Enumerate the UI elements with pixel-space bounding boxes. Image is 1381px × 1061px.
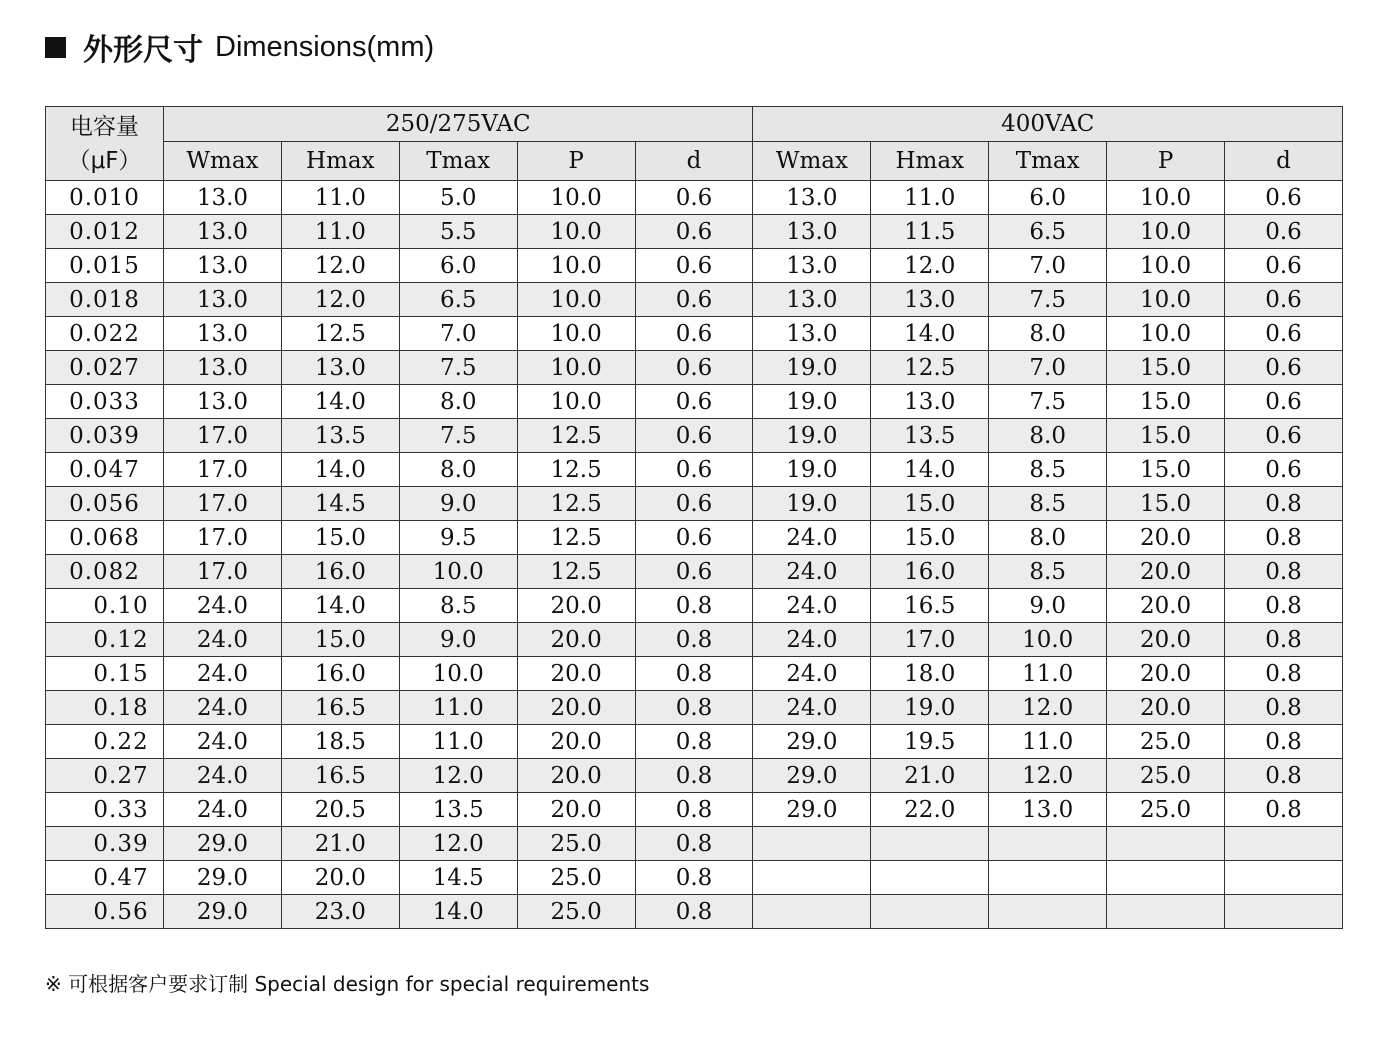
- table-row: [46, 283, 1343, 317]
- table-cell: 20.0: [1107, 589, 1225, 623]
- table-row: [46, 249, 1343, 283]
- table-cell: 19.0: [753, 351, 871, 385]
- capacitance-cell: 0.12: [46, 623, 164, 657]
- table-cell: 0.8: [635, 657, 753, 691]
- table-cell: 10.0: [1107, 181, 1225, 215]
- table-cell: [989, 895, 1107, 929]
- col-p-250: P: [517, 142, 635, 181]
- table-cell: 12.0: [989, 759, 1107, 793]
- table-cell: 13.0: [164, 249, 282, 283]
- table-row: [46, 317, 1343, 351]
- table-cell: 12.5: [517, 419, 635, 453]
- table-cell: 22.0: [871, 793, 989, 827]
- table-cell: 0.6: [635, 419, 753, 453]
- table-cell: 13.0: [871, 385, 989, 419]
- table-cell: 16.5: [281, 759, 399, 793]
- table-cell: 11.0: [399, 725, 517, 759]
- capacitance-label: 电容量: [70, 113, 139, 140]
- table-cell: 0.6: [1225, 419, 1343, 453]
- table-row: [46, 861, 1343, 895]
- table-cell: 18.0: [871, 657, 989, 691]
- table-cell: 0.6: [1225, 385, 1343, 419]
- table-cell: 8.0: [989, 419, 1107, 453]
- table-cell: 0.8: [1225, 793, 1343, 827]
- table-row: [46, 759, 1343, 793]
- table-cell: 20.0: [1107, 657, 1225, 691]
- table-cell: 13.0: [989, 793, 1107, 827]
- table-cell: 29.0: [164, 861, 282, 895]
- table-cell: 19.0: [753, 487, 871, 521]
- table-cell: 10.0: [517, 385, 635, 419]
- table-cell: 24.0: [164, 657, 282, 691]
- table-cell: 20.0: [1107, 623, 1225, 657]
- table-cell: 0.6: [635, 385, 753, 419]
- table-cell: 29.0: [164, 895, 282, 929]
- table-cell: 19.0: [871, 691, 989, 725]
- table-cell: 10.0: [1107, 317, 1225, 351]
- table-body: [46, 181, 1343, 929]
- table-row: [46, 521, 1343, 555]
- table-cell: 14.0: [871, 453, 989, 487]
- table-cell: 15.0: [281, 623, 399, 657]
- table-cell: 15.0: [1107, 385, 1225, 419]
- table-cell: 5.5: [399, 215, 517, 249]
- table-cell: 24.0: [164, 725, 282, 759]
- table-cell: 13.0: [164, 181, 282, 215]
- table-cell: 0.8: [635, 793, 753, 827]
- table-cell: 21.0: [281, 827, 399, 861]
- col-d-400: d: [1225, 142, 1343, 181]
- table-row: [46, 215, 1343, 249]
- table-row: [46, 793, 1343, 827]
- capacitance-header: [46, 107, 164, 181]
- capacitance-cell: 0.010: [46, 181, 164, 215]
- table-cell: 20.0: [281, 861, 399, 895]
- table-cell: 10.0: [399, 555, 517, 589]
- table-cell: 14.5: [399, 861, 517, 895]
- capacitance-cell: 0.082: [46, 555, 164, 589]
- table-cell: 0.8: [635, 827, 753, 861]
- table-row: [46, 725, 1343, 759]
- table-cell: 0.8: [635, 589, 753, 623]
- table-cell: 0.8: [1225, 691, 1343, 725]
- table-cell: 6.0: [399, 249, 517, 283]
- table-cell: 24.0: [164, 691, 282, 725]
- table-cell: 8.0: [399, 385, 517, 419]
- capacitance-cell: 0.056: [46, 487, 164, 521]
- table-cell: 15.0: [1107, 351, 1225, 385]
- capacitance-cell: 0.047: [46, 453, 164, 487]
- capacitance-cell: 0.47: [46, 861, 164, 895]
- table-cell: 10.0: [399, 657, 517, 691]
- table-cell: 16.0: [281, 555, 399, 589]
- title-english: Dimensions(mm): [215, 30, 435, 63]
- capacitance-cell: 0.22: [46, 725, 164, 759]
- table-cell: 25.0: [1107, 759, 1225, 793]
- table-cell: 15.0: [871, 487, 989, 521]
- table-cell: 13.0: [753, 317, 871, 351]
- table-cell: 0.6: [635, 487, 753, 521]
- table-cell: 7.5: [989, 385, 1107, 419]
- table-row: [46, 691, 1343, 725]
- table-cell: 0.8: [1225, 623, 1343, 657]
- group-header-400vac: 400VAC: [753, 107, 1343, 142]
- table-cell: 0.6: [1225, 283, 1343, 317]
- table-cell: 15.0: [1107, 487, 1225, 521]
- capacitance-cell: 0.15: [46, 657, 164, 691]
- col-tmax-250: Tmax: [399, 142, 517, 181]
- table-cell: 0.8: [1225, 589, 1343, 623]
- table-cell: 20.0: [517, 589, 635, 623]
- table-cell: 8.0: [989, 521, 1107, 555]
- table-row: [46, 351, 1343, 385]
- square-bullet-icon: [45, 37, 66, 58]
- table-cell: 21.0: [871, 759, 989, 793]
- table-cell: 13.0: [753, 181, 871, 215]
- table-cell: 13.0: [164, 385, 282, 419]
- table-cell: 0.8: [635, 623, 753, 657]
- table-cell: 16.0: [281, 657, 399, 691]
- table-cell: 11.0: [399, 691, 517, 725]
- capacitance-cell: 0.18: [46, 691, 164, 725]
- table-cell: 16.0: [871, 555, 989, 589]
- table-cell: 14.0: [399, 895, 517, 929]
- table-cell: 29.0: [753, 725, 871, 759]
- capacitance-cell: 0.039: [46, 419, 164, 453]
- table-cell: 8.0: [989, 317, 1107, 351]
- table-cell: 8.0: [399, 453, 517, 487]
- table-cell: [871, 895, 989, 929]
- table-cell: 20.5: [281, 793, 399, 827]
- table-cell: 15.0: [871, 521, 989, 555]
- col-d-250: d: [635, 142, 753, 181]
- table-cell: 24.0: [753, 589, 871, 623]
- table-cell: 17.0: [164, 419, 282, 453]
- capacitance-cell: 0.018: [46, 283, 164, 317]
- capacitance-cell: 0.33: [46, 793, 164, 827]
- dimensions-table: [45, 106, 1343, 929]
- page-title: [45, 24, 434, 70]
- table-cell: 0.8: [635, 725, 753, 759]
- table-cell: 14.0: [281, 385, 399, 419]
- table-cell: 7.5: [399, 419, 517, 453]
- table-cell: 13.5: [399, 793, 517, 827]
- table-cell: 24.0: [753, 657, 871, 691]
- table-cell: 10.0: [517, 181, 635, 215]
- table-cell: 29.0: [753, 793, 871, 827]
- table-cell: 24.0: [164, 623, 282, 657]
- table-cell: 8.5: [989, 555, 1107, 589]
- capacitance-cell: 0.015: [46, 249, 164, 283]
- table-cell: 12.5: [517, 521, 635, 555]
- table-cell: 0.6: [635, 521, 753, 555]
- table-cell: [1225, 861, 1343, 895]
- table-cell: 0.6: [1225, 249, 1343, 283]
- table-cell: [1107, 827, 1225, 861]
- table-cell: 10.0: [517, 283, 635, 317]
- table-cell: [871, 861, 989, 895]
- table-cell: 0.8: [635, 691, 753, 725]
- capacitance-unit: （μF）: [67, 147, 142, 174]
- table-cell: 13.0: [164, 283, 282, 317]
- table-cell: 25.0: [517, 827, 635, 861]
- table-cell: 17.0: [164, 521, 282, 555]
- table-cell: 10.0: [517, 317, 635, 351]
- table-cell: 20.0: [1107, 521, 1225, 555]
- table-cell: [1225, 895, 1343, 929]
- table-row: [46, 895, 1343, 929]
- table-cell: 9.5: [399, 521, 517, 555]
- table-cell: 24.0: [164, 759, 282, 793]
- table-cell: 13.0: [871, 283, 989, 317]
- table-cell: 19.0: [753, 419, 871, 453]
- table-cell: 11.0: [989, 657, 1107, 691]
- table-cell: 25.0: [517, 895, 635, 929]
- capacitance-cell: 0.068: [46, 521, 164, 555]
- table-cell: 24.0: [753, 623, 871, 657]
- capacitance-cell: 0.39: [46, 827, 164, 861]
- table-cell: 12.0: [399, 827, 517, 861]
- table-row: [46, 487, 1343, 521]
- table-cell: 10.0: [517, 351, 635, 385]
- table-cell: 0.8: [1225, 555, 1343, 589]
- table-cell: 0.8: [635, 759, 753, 793]
- table-cell: 11.0: [871, 181, 989, 215]
- group-header-250-275vac: 250/275VAC: [164, 107, 753, 142]
- table-cell: 20.0: [517, 759, 635, 793]
- table-cell: 23.0: [281, 895, 399, 929]
- table-cell: 0.6: [635, 317, 753, 351]
- table-cell: 19.0: [753, 385, 871, 419]
- capacitance-cell: 0.10: [46, 589, 164, 623]
- table-cell: 12.5: [517, 487, 635, 521]
- table-cell: 17.0: [164, 555, 282, 589]
- table-cell: 13.0: [164, 215, 282, 249]
- table-cell: 12.5: [517, 453, 635, 487]
- table-cell: 20.0: [517, 793, 635, 827]
- table-cell: 13.0: [164, 317, 282, 351]
- table-cell: 13.0: [164, 351, 282, 385]
- table-row: [46, 385, 1343, 419]
- table-cell: 16.5: [871, 589, 989, 623]
- table-cell: 17.0: [164, 487, 282, 521]
- capacitance-cell: 0.27: [46, 759, 164, 793]
- table-cell: 12.0: [399, 759, 517, 793]
- table-cell: 11.0: [281, 215, 399, 249]
- table-cell: 5.0: [399, 181, 517, 215]
- table-cell: 14.5: [281, 487, 399, 521]
- table-row: [46, 419, 1343, 453]
- table-row: [46, 827, 1343, 861]
- table-cell: 8.5: [989, 453, 1107, 487]
- table-cell: 9.0: [989, 589, 1107, 623]
- table-cell: [753, 827, 871, 861]
- table-cell: 12.0: [871, 249, 989, 283]
- table-row: [46, 181, 1343, 215]
- table-cell: 0.6: [635, 351, 753, 385]
- table-row: [46, 453, 1343, 487]
- capacitance-cell: 0.012: [46, 215, 164, 249]
- table-cell: 11.0: [989, 725, 1107, 759]
- table-cell: 25.0: [517, 861, 635, 895]
- table-cell: 0.6: [635, 249, 753, 283]
- table-cell: 12.5: [517, 555, 635, 589]
- table-cell: 13.0: [753, 215, 871, 249]
- table-cell: 10.0: [517, 249, 635, 283]
- table-cell: 25.0: [1107, 725, 1225, 759]
- table-row: [46, 623, 1343, 657]
- table-cell: 6.5: [989, 215, 1107, 249]
- table-cell: 13.0: [753, 249, 871, 283]
- table-cell: 20.0: [517, 623, 635, 657]
- title-chinese: 外形尺寸: [83, 33, 203, 68]
- table-cell: 7.5: [399, 351, 517, 385]
- table-cell: 24.0: [753, 521, 871, 555]
- table-cell: 13.0: [753, 283, 871, 317]
- table-cell: 12.0: [281, 283, 399, 317]
- table-cell: 7.0: [989, 351, 1107, 385]
- table-cell: 19.0: [753, 453, 871, 487]
- table-cell: 20.0: [1107, 555, 1225, 589]
- table-cell: [753, 895, 871, 929]
- table-cell: 0.8: [1225, 759, 1343, 793]
- table-cell: 14.0: [281, 589, 399, 623]
- table-cell: 12.5: [281, 317, 399, 351]
- capacitance-cell: 0.56: [46, 895, 164, 929]
- table-cell: 0.6: [1225, 215, 1343, 249]
- table-cell: 0.6: [635, 453, 753, 487]
- header-group-row: [46, 107, 1343, 142]
- footnote: ※ 可根据客户要求订制 Special design for special requirements: [45, 972, 650, 996]
- table-cell: 12.0: [989, 691, 1107, 725]
- table-cell: 20.0: [517, 725, 635, 759]
- table-cell: 13.5: [871, 419, 989, 453]
- table-cell: 18.5: [281, 725, 399, 759]
- table-cell: 10.0: [517, 215, 635, 249]
- table-row: [46, 555, 1343, 589]
- table-cell: 15.0: [1107, 419, 1225, 453]
- table-cell: 7.5: [989, 283, 1107, 317]
- col-hmax-250: Hmax: [281, 142, 399, 181]
- table-cell: 0.6: [1225, 181, 1343, 215]
- table-cell: 20.0: [1107, 691, 1225, 725]
- table-cell: 10.0: [1107, 249, 1225, 283]
- table-cell: 6.0: [989, 181, 1107, 215]
- table-cell: 10.0: [1107, 283, 1225, 317]
- table-cell: 0.6: [635, 181, 753, 215]
- table-cell: 9.0: [399, 623, 517, 657]
- table-cell: 9.0: [399, 487, 517, 521]
- table-cell: 14.0: [871, 317, 989, 351]
- table-cell: 24.0: [753, 555, 871, 589]
- table-cell: 10.0: [989, 623, 1107, 657]
- table-cell: 17.0: [871, 623, 989, 657]
- table-cell: 24.0: [164, 589, 282, 623]
- capacitance-cell: 0.022: [46, 317, 164, 351]
- table-cell: 20.0: [517, 691, 635, 725]
- col-hmax-400: Hmax: [871, 142, 989, 181]
- col-wmax-250: Wmax: [164, 142, 282, 181]
- capacitance-cell: 0.027: [46, 351, 164, 385]
- table-cell: 6.5: [399, 283, 517, 317]
- table-cell: 7.0: [989, 249, 1107, 283]
- table-cell: [871, 827, 989, 861]
- table-cell: [1107, 895, 1225, 929]
- table-cell: 17.0: [164, 453, 282, 487]
- table-cell: 15.0: [281, 521, 399, 555]
- table-cell: 16.5: [281, 691, 399, 725]
- table-cell: 13.0: [281, 351, 399, 385]
- table-row: [46, 657, 1343, 691]
- table-cell: 10.0: [1107, 215, 1225, 249]
- table-cell: 13.5: [281, 419, 399, 453]
- col-p-400: P: [1107, 142, 1225, 181]
- table-cell: [1225, 827, 1343, 861]
- table-cell: 0.8: [635, 861, 753, 895]
- table-cell: 0.6: [1225, 317, 1343, 351]
- table-cell: 12.0: [281, 249, 399, 283]
- table-cell: 0.8: [1225, 521, 1343, 555]
- table-cell: 8.5: [399, 589, 517, 623]
- table-cell: 12.5: [871, 351, 989, 385]
- col-tmax-400: Tmax: [989, 142, 1107, 181]
- table-cell: 7.0: [399, 317, 517, 351]
- table-cell: [1107, 861, 1225, 895]
- table-cell: [989, 827, 1107, 861]
- table-cell: 29.0: [164, 827, 282, 861]
- table-cell: [989, 861, 1107, 895]
- table-cell: 11.5: [871, 215, 989, 249]
- table-cell: 25.0: [1107, 793, 1225, 827]
- table-cell: 15.0: [1107, 453, 1225, 487]
- table-cell: 20.0: [517, 657, 635, 691]
- table-cell: 0.8: [1225, 657, 1343, 691]
- table-cell: 0.6: [635, 215, 753, 249]
- table-cell: 19.5: [871, 725, 989, 759]
- table-cell: 0.6: [1225, 351, 1343, 385]
- table-cell: 14.0: [281, 453, 399, 487]
- capacitance-cell: 0.033: [46, 385, 164, 419]
- table-cell: 11.0: [281, 181, 399, 215]
- table-cell: 0.8: [1225, 487, 1343, 521]
- table-cell: 24.0: [164, 793, 282, 827]
- table-cell: 29.0: [753, 759, 871, 793]
- table-cell: 8.5: [989, 487, 1107, 521]
- table-cell: 0.6: [635, 555, 753, 589]
- header-column-row: [46, 142, 1343, 181]
- table-cell: [753, 861, 871, 895]
- table-cell: 0.8: [635, 895, 753, 929]
- table-cell: 0.6: [1225, 453, 1343, 487]
- table-cell: 24.0: [753, 691, 871, 725]
- col-wmax-400: Wmax: [753, 142, 871, 181]
- table-row: [46, 589, 1343, 623]
- table-cell: 0.8: [1225, 725, 1343, 759]
- table-cell: 0.6: [635, 283, 753, 317]
